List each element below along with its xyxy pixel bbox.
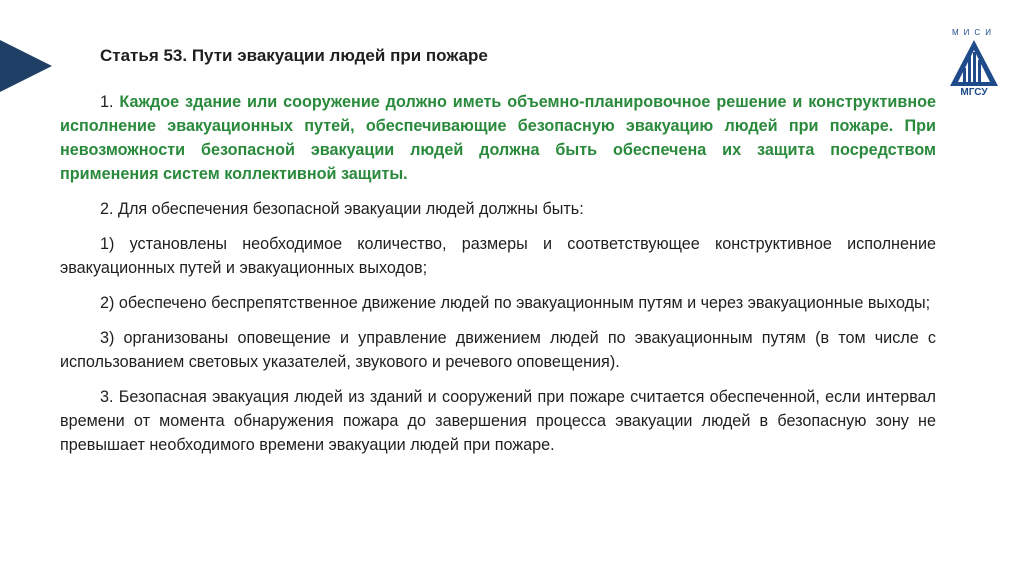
logo-bottom-text: МГСУ <box>950 86 998 100</box>
slide-title: Статья 53. Пути эвакуации людей при пожаре <box>100 46 488 65</box>
paragraph-2-item-1: 1) установлены необходимое количество, размеры и соответствующее конструктивное исполнение эвакуационных путей и эвакуационных выходов; <box>60 235 936 277</box>
paragraph-1-highlight: Каждое здание или сооружение должно иметь объемно-планировочное решение и конструктивное исполнение эвакуационных путей, обеспечивающие безопасную эвакуацию людей при пожаре. При невозможности безопасной эвакуации людей должна быть обеспечена их защита посредством применения систем коллективной защиты. <box>60 93 936 183</box>
paragraph-2-item-2: 2) обеспечено беспрепятственное движение людей по эвакуационным путям и через эвакуационные выходы; <box>100 294 931 312</box>
logo-building-icon <box>948 38 1000 88</box>
slide-arrow-decoration <box>0 40 52 92</box>
university-logo <box>944 28 1004 104</box>
paragraph-3: 3. Безопасная эвакуация людей из зданий и сооружений при пожаре считается обеспеченной, если интервал времени от момента обнаружения пожара до завершения процесса эвакуации людей в безопасную зону не превышает необходимого времени эвакуации людей при пожаре. <box>60 388 936 454</box>
paragraph-1-number: 1. <box>100 93 120 111</box>
slide-content <box>60 90 936 468</box>
paragraph-2-item-3: 3) организованы оповещение и управление движением людей по эвакуационным путям (в том числе с использованием световых указателей, звукового и речевого оповещения). <box>60 329 936 371</box>
logo-top-text: МИСИ <box>952 28 996 37</box>
paragraph-1 <box>60 90 936 186</box>
paragraph-2: 2. Для обеспечения безопасной эвакуации людей должны быть: <box>100 200 584 218</box>
